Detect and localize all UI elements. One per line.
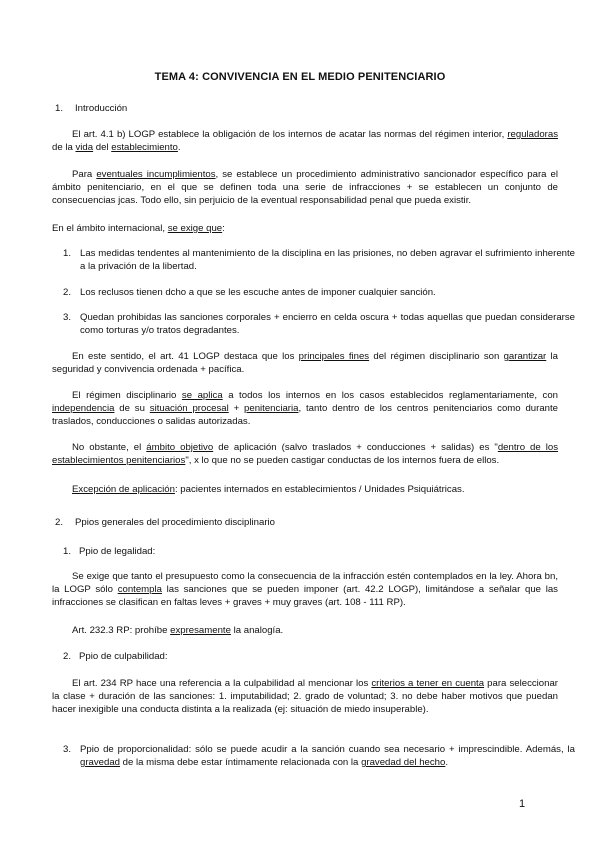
subsection-item: 3. Ppio de proporcionalidad: sólo se puede acudir a la sanción cuando sea necesario + imprescindible. Además, la gravedad de la misma debe estar íntimamente relacionada con la gravedad del hecho. [63,744,575,768]
list-item: 2. Los reclusos tienen dcho a que se les escuche antes de imponer cualquier sanción. [63,287,436,298]
paragraph-2: Para eventuales incumplimientos, se establece un procedimiento administrativo sancionador específico para el ámbito penitenciario, en el que se definen toda una serie de infracciones + se establecen un conjunto de consecuencias jcas. Todo ello, sin perjuicio de la eventual responsabilidad penal que pueda existir. [52,169,559,206]
page-number: 1 [519,798,526,810]
list-item: 3. Quedan prohibidas las sanciones corporales + encierro en celda oscura + todas aquellas que puedan considerarse como torturas y/o tratos degradantes. [63,312,575,336]
subsection-heading: 1. Ppio de legalidad: [63,546,156,557]
list-item: 1. Las medidas tendentes al mantenimiento de la disciplina en las prisiones, no deben agravar el sufrimiento inherente a la privación de la libertad. [63,248,575,272]
paragraph-1: El art. 4.1 b) LOGP establece la obligación de los internos de acatar las normas del régimen interior, reguladoras de la vida del establecimiento. [52,129,558,153]
section-heading-2: 2. Ppios generales del procedimiento disciplinario [55,517,275,528]
paragraph-6: No obstante, el ámbito objetivo de aplicación (salvo traslados + conducciones + salidas) es "dentro de los establecimientos penitenciarios", x lo que no se pueden castigar conductas de los internos fuera de ellos. [52,442,559,466]
paragraph-3: En el ámbito internacional, se exige que: [52,223,225,234]
paragraph-4: En este sentido, el art. 41 LOGP destaca que los principales fines del régimen disciplinario son garantizar la seguridad y convivencia ordenada + pacífica. [52,351,559,375]
document-title: TEMA 4: CONVIVENCIA EN EL MEDIO PENITENCIARIO [154,71,446,83]
paragraph-5: El régimen disciplinario se aplica a todos los internos en los casos establecidos reglamentariamente, con independencia de su situación procesal + penitenciaria, tanto dentro de los centros penitenciarios como durante traslados, conducciones o salidas autorizadas. [52,390,559,427]
paragraph-8: Se exige que tanto el presupuesto como la consecuencia de la infracción estén contemplados en la ley. Ahora bn, la LOGP sólo contempla las sanciones que se pueden imponer (art. 42.2 LOGP), limitándose a señalar que las infracciones se clasifican en faltas leves + graves + muy graves (art. 108 - 111 RP). [52,571,558,608]
subsection-heading: 2. Ppio de culpabilidad: [63,651,168,662]
section-heading-1: 1. Introducción [55,103,128,114]
paragraph-9: Art. 232.3 RP: prohíbe expresamente la analogía. [72,625,284,636]
paragraph-7: Excepción de aplicación: pacientes internados en establecimientos / Unidades Psiquiátricas. [72,484,465,495]
paragraph-10: El art. 234 RP hace una referencia a la culpabilidad al mencionar los criterios a tener en cuenta para seleccionar la clase + duración de las sanciones: 1. imputabilidad; 2. grado de voluntad; 3. no debe haber motivos que puedan hacer inexigible una conducta distinta a la realizada (ej: situación de miedo insuperable). [52,678,558,715]
